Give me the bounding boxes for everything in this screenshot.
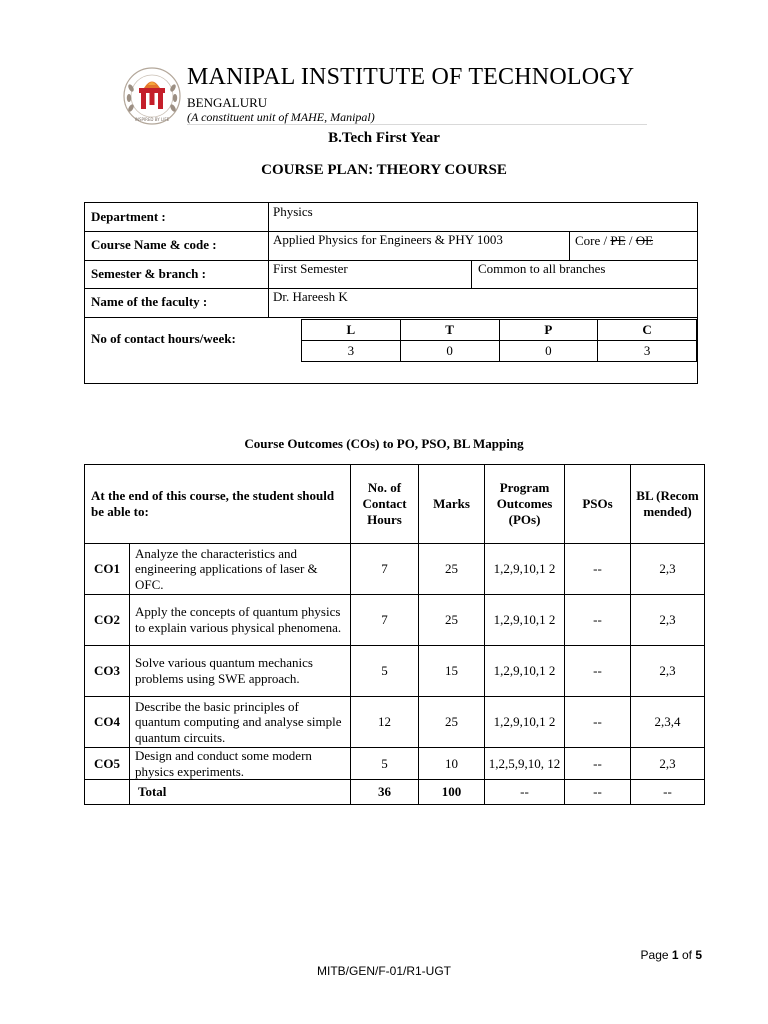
ltpc-header: T — [400, 320, 499, 341]
co-mapping-table — [84, 464, 705, 805]
co-pos: 1,2,9,10,1 2 — [485, 697, 565, 748]
document-code: MITB/GEN/F-01/R1-UGT — [316, 964, 451, 978]
co-description: Describe the basic principles of quantum computing and analyse simple quantum circuits. — [130, 697, 351, 748]
co-hours: 5 — [351, 748, 419, 780]
page-total: 5 — [695, 948, 702, 962]
table-header-row — [85, 465, 705, 544]
course-type-sep: / — [628, 233, 633, 248]
header-divider — [187, 124, 647, 125]
page-current: 1 — [671, 948, 679, 962]
co-psos: -- — [565, 697, 631, 748]
department-value: Physics — [273, 204, 313, 219]
co-description: Analyze the characteristics and engineering applications of laser & OFC. — [130, 544, 351, 595]
total-pos: -- — [485, 780, 565, 805]
header-marks: Marks — [419, 465, 485, 544]
co-psos: -- — [565, 544, 631, 595]
co-bl: 2,3 — [631, 544, 705, 595]
institute-city: BENGALURU — [187, 95, 268, 110]
co-marks: 25 — [419, 544, 485, 595]
co-hours: 7 — [351, 544, 419, 595]
ltpc-header: P — [499, 320, 598, 341]
co-pos: 1,2,5,9,10, 12 — [485, 748, 565, 780]
co-description: Solve various quantum mechanics problems using SWE approach. — [130, 646, 351, 697]
co-marks: 15 — [419, 646, 485, 697]
co-code: CO1 — [85, 544, 130, 595]
co-bl: 2,3 — [631, 748, 705, 780]
co-pos: 1,2,9,10,1 2 — [485, 595, 565, 646]
department-label: Department : — [91, 209, 166, 224]
course-type-core: Core / — [575, 233, 608, 248]
contact-hours-label: No of contact hours/week: — [91, 331, 236, 346]
page-number — [600, 948, 702, 962]
ltpc-value: 0 — [499, 341, 598, 362]
page-title: COURSE PLAN: THEORY COURSE — [261, 162, 507, 178]
course-info-box — [84, 202, 698, 384]
co-psos: -- — [565, 595, 631, 646]
info-divider — [85, 288, 697, 289]
info-divider — [471, 260, 472, 288]
co-marks: 25 — [419, 595, 485, 646]
co-hours: 7 — [351, 595, 419, 646]
co-code: CO2 — [85, 595, 130, 646]
co-description: Apply the concepts of quantum physics to explain various physical phenomena. — [130, 595, 351, 646]
ltpc-value: 3 — [302, 341, 401, 362]
course-name-label: Course Name & code : — [91, 237, 217, 252]
info-divider — [569, 231, 570, 260]
page-prefix: Page — [640, 948, 669, 962]
co-code: CO3 — [85, 646, 130, 697]
co-hours: 5 — [351, 646, 419, 697]
header-psos: PSOs — [565, 465, 631, 544]
total-label: Total — [130, 780, 351, 805]
co-psos: -- — [565, 646, 631, 697]
table-row — [85, 697, 705, 748]
ltpc-value: 3 — [598, 341, 697, 362]
table-row — [85, 748, 705, 780]
co-psos: -- — [565, 748, 631, 780]
header-program-outcomes: Program Outcomes (POs) — [485, 465, 565, 544]
ltpc-header: C — [598, 320, 697, 341]
co-pos: 1,2,9,10,1 2 — [485, 544, 565, 595]
total-hours: 36 — [351, 780, 419, 805]
table-row — [85, 544, 705, 595]
co-marks: 10 — [419, 748, 485, 780]
total-marks: 100 — [419, 780, 485, 805]
table-row — [85, 646, 705, 697]
header-contact-hours: No. of Contact Hours — [351, 465, 419, 544]
total-bl: -- — [631, 780, 705, 805]
institute-logo — [122, 66, 182, 126]
total-spacer — [85, 780, 130, 805]
total-row — [85, 780, 705, 805]
semester-label: Semester & branch : — [91, 266, 206, 281]
course-type-oe: OE — [635, 233, 654, 248]
semester-value: First Semester — [273, 261, 348, 276]
table-row — [85, 595, 705, 646]
header-intro: At the end of this course, the student should be able to: — [85, 465, 351, 544]
institute-unit-note: (A constituent unit of MAHE, Manipal) — [187, 110, 375, 124]
ltpc-value: 0 — [400, 341, 499, 362]
co-section-title: Course Outcomes (COs) to PO, PSO, BL Mapping — [244, 436, 524, 451]
info-divider — [85, 317, 697, 318]
logo-motto: INSPIRED BY LIFE — [134, 117, 170, 122]
co-hours: 12 — [351, 697, 419, 748]
institute-name: MANIPAL INSTITUTE OF TECHNOLOGY — [187, 64, 635, 90]
total-psos: -- — [565, 780, 631, 805]
co-marks: 25 — [419, 697, 485, 748]
co-bl: 2,3 — [631, 646, 705, 697]
co-code: CO4 — [85, 697, 130, 748]
co-bl: 2,3 — [631, 595, 705, 646]
ltpc-header: L — [302, 320, 401, 341]
program-year: B.Tech First Year — [328, 130, 440, 146]
co-description: Design and conduct some modern physics experiments. — [130, 748, 351, 780]
faculty-label: Name of the faculty : — [91, 294, 208, 309]
ltpc-table — [301, 319, 697, 362]
course-name-value: Applied Physics for Engineers & PHY 1003 — [273, 232, 503, 247]
course-type-pe: PE — [610, 233, 626, 248]
co-pos: 1,2,9,10,1 2 — [485, 646, 565, 697]
course-type — [575, 233, 653, 249]
faculty-value: Dr. Hareesh K — [273, 289, 348, 304]
co-code: CO5 — [85, 748, 130, 780]
header-bl: BL (Recom mended) — [631, 465, 705, 544]
page-of: of — [681, 948, 692, 962]
branch-value: Common to all branches — [478, 261, 606, 276]
co-bl: 2,3,4 — [631, 697, 705, 748]
